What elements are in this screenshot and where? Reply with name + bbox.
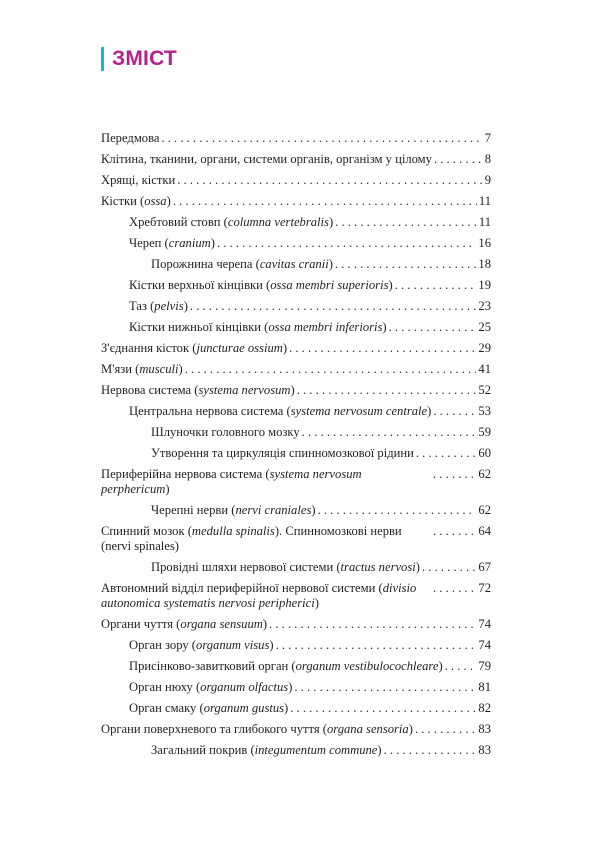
toc-entry-title: Передмова — [101, 131, 160, 145]
toc-page-number: 82 — [478, 701, 491, 715]
toc-page-number: 18 — [478, 257, 491, 271]
toc-page-number: 74 — [478, 638, 491, 652]
dot-leader — [384, 740, 477, 761]
dot-leader — [276, 635, 477, 656]
dot-leader — [177, 170, 482, 191]
toc-entry[interactable] — [101, 380, 491, 401]
toc-page-number: 23 — [478, 299, 491, 313]
dot-leader — [297, 380, 477, 401]
toc-entry[interactable] — [101, 614, 491, 635]
latin-term: ossa membri superioris — [270, 278, 389, 292]
toc-entry[interactable] — [101, 656, 491, 677]
toc-page-number: 81 — [478, 680, 491, 694]
toc-entry-title: Нервова система (systema nervosum) — [101, 383, 295, 397]
dot-leader — [290, 698, 476, 719]
toc-entry-title: Провідні шляхи нервової системи (tractus nervosi) — [151, 560, 420, 574]
toc-page-number: 59 — [478, 425, 491, 439]
toc-entry-title: Загальний покрив (integumentum commune) — [151, 743, 382, 757]
latin-term: columna vertebralis — [227, 215, 329, 229]
toc-page-number: 67 — [478, 560, 491, 574]
table-of-contents — [101, 128, 491, 761]
dot-leader — [445, 656, 477, 677]
latin-term: tractus nervosi — [340, 560, 416, 574]
toc-entry-title: Порожнина черепа (cavitas cranii) — [151, 257, 333, 271]
dot-leader — [217, 233, 476, 254]
toc-entry-title: Органи поверхневого та глибокого чуття (organa sensoria) — [101, 722, 413, 736]
dot-leader — [318, 500, 477, 521]
latin-term: juncturae ossium — [196, 341, 283, 355]
toc-page-number: 29 — [478, 341, 491, 355]
latin-term: ossa — [144, 194, 167, 208]
toc-entry[interactable] — [101, 521, 491, 557]
toc-entry-title: Утворення та циркуляція спинномозкової рідини — [151, 446, 414, 460]
toc-entry-title: Присінково-завитковий орган (organum vestibulocochleare) — [129, 659, 443, 673]
latin-term: nervi craniales — [235, 503, 312, 517]
toc-page-number: 83 — [478, 743, 491, 757]
toc-entry[interactable] — [101, 719, 491, 740]
latin-term: cranium — [168, 236, 211, 250]
toc-entry[interactable] — [101, 149, 491, 170]
toc-entry[interactable] — [101, 338, 491, 359]
dot-leader — [395, 275, 477, 296]
toc-entry[interactable] — [101, 635, 491, 656]
latin-term: organum gustus — [203, 701, 285, 715]
latin-term: organum olfactus — [200, 680, 289, 694]
toc-entry[interactable] — [101, 677, 491, 698]
latin-term: systema nervosum centrale — [290, 404, 428, 418]
toc-entry-title: Органи чуття (organa sensuum) — [101, 617, 268, 631]
toc-entry[interactable] — [101, 128, 491, 149]
toc-entry[interactable] — [101, 578, 491, 614]
toc-page-number: 60 — [478, 446, 491, 460]
toc-page-number: 11 — [478, 194, 491, 208]
toc-page-number: 19 — [478, 278, 491, 292]
dot-leader — [294, 677, 476, 698]
toc-entry[interactable] — [101, 698, 491, 719]
toc-page-number: 79 — [478, 659, 491, 673]
dot-leader — [433, 524, 476, 539]
toc-page-number: 25 — [478, 320, 491, 334]
dot-leader — [335, 254, 476, 275]
toc-entry[interactable] — [101, 212, 491, 233]
latin-term: divisio autonomica systematis nervosi peripherici — [101, 581, 417, 610]
latin-term: organa sensoria — [326, 722, 409, 736]
toc-entry[interactable] — [101, 254, 491, 275]
toc-entry-title: Автономний відділ периферійної нервової системи (divisio autonomica systematis nervosi peripherici) — [101, 581, 417, 610]
toc-page-number: 53 — [478, 404, 491, 418]
toc-entry[interactable] — [101, 191, 491, 212]
dot-leader — [190, 296, 477, 317]
toc-entry-title: Спинний мозок (medulla spinalis). Спинномозкові нерви (nervi spinales) — [101, 524, 402, 553]
toc-page-number: 8 — [484, 152, 491, 166]
latin-term: organa sensuum — [180, 617, 263, 631]
toc-page-number: 74 — [478, 617, 491, 631]
toc-entry-title: Кістки (ossa) — [101, 194, 171, 208]
latin-term: integumentum commune — [254, 743, 378, 757]
dot-leader — [161, 128, 482, 149]
toc-entry[interactable] — [101, 296, 491, 317]
toc-entry[interactable] — [101, 422, 491, 443]
toc-page-number: 62 — [478, 467, 491, 481]
latin-term: pelvis — [154, 299, 184, 313]
latin-term: cavitas cranii — [259, 257, 329, 271]
dot-leader — [416, 443, 477, 464]
dot-leader — [422, 557, 476, 578]
toc-entry-title: Кістки верхньої кінцівки (ossa membri superioris) — [129, 278, 393, 292]
latin-term: musculi — [139, 362, 179, 376]
toc-page-number: 7 — [484, 131, 491, 145]
toc-page-number: 83 — [478, 722, 491, 736]
toc-page-number: 62 — [478, 503, 491, 517]
toc-page-number: 72 — [478, 581, 491, 595]
toc-entry[interactable] — [101, 359, 491, 380]
title-accent-bar — [101, 47, 104, 71]
latin-term: organum visus — [196, 638, 270, 652]
toc-entry-title: Орган зору (organum visus) — [129, 638, 274, 652]
dot-leader — [433, 581, 476, 596]
dot-leader — [269, 614, 476, 635]
latin-term: organum vestibulocochleare — [295, 659, 439, 673]
toc-entry-title: Таз (pelvis) — [129, 299, 188, 313]
dot-leader — [289, 338, 476, 359]
toc-entry-title: Периферійна нервова система (systema nervosum perphericum) — [101, 467, 362, 496]
toc-page-number: 52 — [478, 383, 491, 397]
dot-leader — [335, 212, 477, 233]
toc-entry-title: Череп (cranium) — [129, 236, 215, 250]
latin-term: systema nervosum — [198, 383, 291, 397]
toc-page-number: 11 — [478, 215, 491, 229]
toc-entry[interactable] — [101, 740, 491, 761]
page-title: ЗМІСТ — [112, 47, 177, 70]
toc-entry-title: Орган нюху (organum olfactus) — [129, 680, 293, 694]
toc-entry[interactable] — [101, 233, 491, 254]
latin-term: ossa membri inferioris — [268, 320, 383, 334]
dot-leader — [434, 149, 483, 170]
latin-term: medulla spinalis — [191, 524, 275, 538]
toc-page-number: 9 — [484, 173, 491, 187]
toc-page-number: 41 — [478, 362, 491, 376]
latin-term: systema nervosum perphericum — [101, 467, 362, 496]
toc-entry[interactable] — [101, 275, 491, 296]
dot-leader — [433, 467, 476, 482]
toc-page-number: 64 — [478, 524, 491, 538]
toc-entry-title: Хрящі, кістки — [101, 173, 176, 187]
toc-entry[interactable] — [101, 557, 491, 578]
toc-entry-title: Хребтовий стовп (columna vertebralis) — [129, 215, 334, 229]
toc-entry-title: З'єднання кісток (juncturae ossium) — [101, 341, 288, 355]
toc-page-number: 16 — [478, 236, 491, 250]
toc-entry[interactable] — [101, 317, 491, 338]
page-header — [101, 47, 177, 71]
dot-leader — [389, 317, 477, 338]
toc-entry-title: Орган смаку (organum gustus) — [129, 701, 289, 715]
toc-entry-title: Клітина, тканини, органи, системи органів, організм у цілому — [101, 152, 432, 166]
toc-entry[interactable] — [101, 170, 491, 191]
toc-entry-title: Черепні нерви (nervi craniales) — [151, 503, 316, 517]
toc-entry-title: М'язи (musculi) — [101, 362, 183, 376]
dot-leader — [173, 191, 477, 212]
toc-entry[interactable] — [101, 500, 491, 521]
toc-entry[interactable] — [101, 464, 491, 500]
toc-entry[interactable] — [101, 401, 491, 422]
dot-leader — [302, 422, 477, 443]
dot-leader — [415, 722, 476, 737]
dot-leader — [433, 401, 476, 422]
toc-entry-title: Шлуночки головного мозку — [151, 425, 300, 439]
toc-entry[interactable] — [101, 443, 491, 464]
toc-entry-title: Кістки нижньої кінцівки (ossa membri inferioris) — [129, 320, 387, 334]
dot-leader — [185, 359, 477, 380]
toc-entry-title: Центральна нервова система (systema nervosum centrale) — [129, 404, 432, 418]
